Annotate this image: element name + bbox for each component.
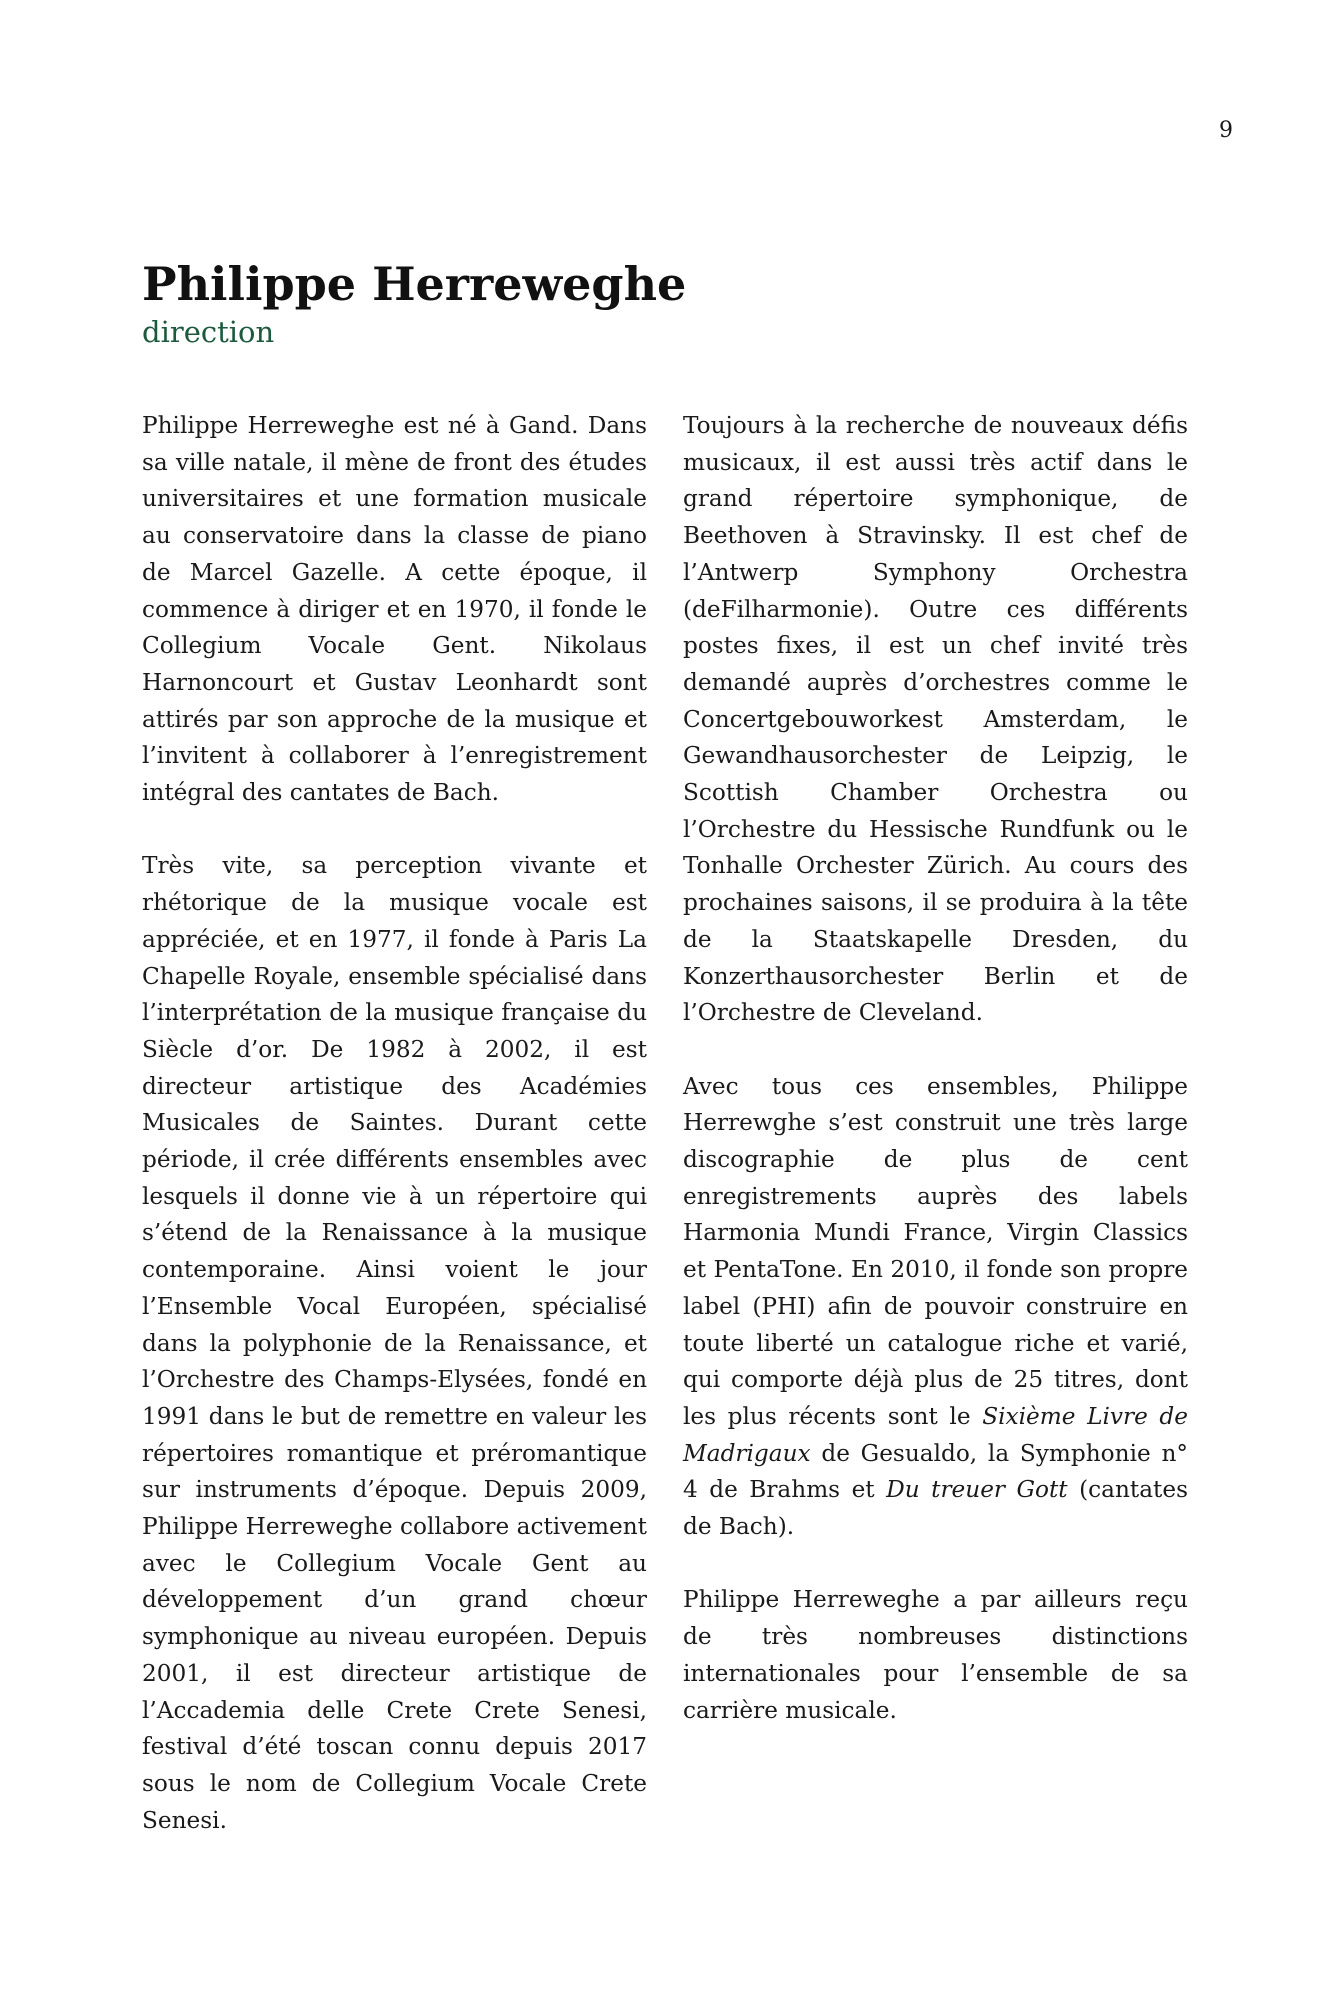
- biography-paragraph-1: Philippe Herreweghe est né à Gand. Dans sa ville natale, il mène de front des études universitaires et une formation musicale au conservatoire dans la classe de piano de Marcel Gazelle. A cette époque, il commence à diriger et en 1970, il fonde le Collegium Vocale Gent. Nikolaus Harnoncourt et Gustav Leonhardt sont attirés par son approche de la musique et l’invitent à collaborer à l’enregistrement intégral des cantates de Bach.: [142, 412, 647, 807]
- discography-text-a: Avec tous ces ensembles, Philippe Herrewghe s’est construit une très large discographie de plus de cent enregistrements auprès des labels Harmonia Mundi France, Virgin Classics et PentaTone. En 2010, il fonde son propre label (PHI) afin de pouvoir construire en toute liberté un catalogue riche et varié, qui comporte déjà plus de 25 titres, dont les plus récents sont le: [683, 1072, 1188, 1430]
- page-subtitle: direction: [142, 315, 275, 349]
- biography-paragraph-5: Philippe Herreweghe a par ailleurs reçu de très nombreuses distinctions internationales pour l’ensemble de sa carrière musicale.: [683, 1586, 1188, 1724]
- discography-text-c: (cantates de Bach).: [683, 1476, 1188, 1541]
- article-header: [142, 255, 686, 351]
- biography-paragraph-2: Très vite, sa perception vivante et rhétorique de la musique vocale est appréciée, et en 1977, il fonde à Paris La Chapelle Royale, ensemble spécialisé dans l’interprétation de la musique française du Siècle d’or. De 1982 à 2002, il est directeur artistique des Académies Musicales de Saintes. Durant cette période, il crée différents ensembles avec lesquels il donne vie à un répertoire qui s’étend de la Renaissance à la musique contemporaine. Ainsi voient le jour l’Ensemble Vocal Européen, spécialisé dans la polyphonie de la Renaissance, et l’Orchestre des Champs-Elysées, fondé en 1991 dans le but de remettre en valeur les répertoires romantique et préromantique sur instruments d’époque. Depuis 2009, Philippe Herreweghe collabore activement avec le Collegium Vocale Gent au développement d’un grand chœur symphonique au niveau européen. Depuis 2001, il est directeur artistique de l’Accademia delle Crete Crete Senesi, festival d’été toscan connu depuis 2017 sous le nom de Collegium Vocale Crete Senesi.: [142, 852, 647, 1834]
- biography-paragraph-3: Toujours à la recherche de nouveaux défis musicaux, il est aussi très actif dans le grand répertoire symphonique, de Beethoven à Stravinsky. Il est chef de l’Antwerp Symphony Orchestra (deFilharmonie). Outre ces différents postes fixes, il est un chef invité très demandé auprès d’orchestres comme le Concertgebouworkest Amsterdam, le Gewandhausorchester de Leipzig, le Scottish Chamber Orchestra ou l’Orchestre du Hessische Rundfunk ou le Tonhalle Orchester Zürich. Au cours des prochaines saisons, il se produira à la tête de la Staatskapelle Dresden, du Konzerthausorchester Berlin et de l’Orchestre de Cleveland.: [683, 412, 1188, 1027]
- right-column: [683, 408, 1188, 1729]
- biography-paragraph-4: [683, 1069, 1188, 1546]
- page-number: 9: [1219, 118, 1233, 143]
- discography-text-b: de Gesualdo, la Symphonie n° 4 de Brahms et: [683, 1439, 1188, 1504]
- page-title: Philippe Herreweghe: [142, 257, 687, 311]
- left-column: [142, 408, 647, 1839]
- cantata-title: Du treuer Gott: [886, 1476, 1068, 1504]
- madrigaux-title: Sixième Livre de Madrigaux: [683, 1402, 1188, 1467]
